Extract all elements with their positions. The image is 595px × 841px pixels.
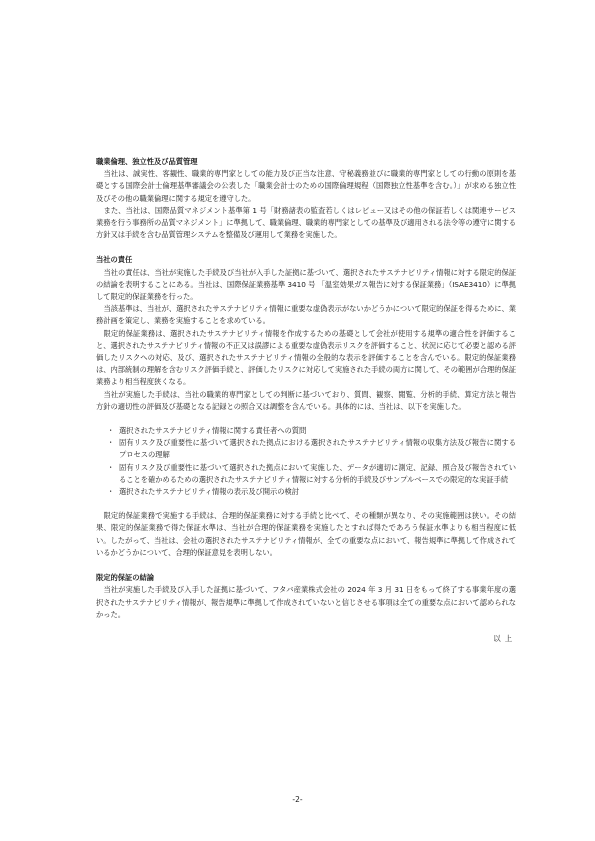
section-spacer [96, 241, 516, 254]
page-number: -2- [292, 795, 303, 804]
bullet-mark: ・ [107, 438, 115, 448]
bullet-mark: ・ [107, 487, 115, 497]
responsibility-paragraph-3: 限定的保証業務は、選択されたサステナビリティ情報を作成するための基礎として会社が使用する規準の適合性を評価すること、選択されたサステナビリティ情報の不正又は誤謬による重要な虚偽表示リスクを評価すること、状況に応じて必要と認める評価したリスクへの対応、及び、選択されたサステナビリティ情報の全般的な表示を評価することを含んでいる。限定的保証業務は、内部統制の理解を含むリスク評価手続と、評価したリスクに対応して実施された手続の両方に関して、その範囲が合理的保証業務より相当程度狭くなる。 [96, 328, 516, 387]
list-item [96, 437, 516, 461]
list-spacer-top [96, 413, 516, 425]
section-spacer [96, 559, 516, 572]
responsibility-paragraph-5: 限定的保証業務で実施する手続は、合理的保証業務に対する手続と比べて、その種類が異なり、その実施範囲は狭い。その結果、限定的保証業務で得た保証水準は、当社が合理的保証業務を実施したとすれば得たであろう保証水準よりも相当程度に低い。したがって、当社は、会社の選択されたサステナビリティ情報が、全ての重要な点において、報告規準に準拠して作成されているかどうかについて、合理的保証意見を表明しない。 [96, 511, 516, 557]
responsibility-paragraph-4: 当社が実施した手続は、当社の職業的専門家としての判断に基づいており、質問、観察、閲覧、分析的手続、算定方法と報告方針の適切性の評価及び基礎となる記録との照合又は調整を含んでいる。具体的には、当社は、以下を実施した。 [96, 389, 516, 411]
section-heading-conclusion: 限定的保証の結論 [96, 573, 154, 583]
bullet-mark: ・ [107, 426, 115, 436]
responsibility-paragraph-2: 当該基準は、当社が、選択されたサステナビリティ情報に重要な虚偽表示がないかどうかについて限定的保証を得るために、業務計画を策定し、業務を実施することを求めている。 [96, 304, 516, 326]
list-item [96, 486, 516, 498]
closing-mark: 以上 [493, 633, 516, 643]
ethics-paragraph-1: 当社は、誠実性、客観性、職業的専門家としての能力及び正当な注意、守秘義務並びに職業的専門家としての行動の原則を基礎とする国際会計士倫理基準審議会の公表した「職業会計士のための国際倫理規程（国際独立性基準を含む。）」が求める独立性及びその他の職業倫理に関する規定を遵守した。 [96, 169, 516, 203]
list-item-text: 固有リスク及び重要性に基づいて選択された拠点における選択されたサステナビリティ情報の収集方法及び報告に関するプロセスの理解 [119, 438, 516, 460]
section-heading-ethics: 職業倫理、独立性及び品質管理 [96, 157, 198, 166]
responsibility-paragraph-1: 当社の責任は、当社が実施した手続及び当社が入手した証拠に基づいて、選択されたサステナビリティ情報に対する限定的保証の結論を表明することにある。当社は、国際保証業務基準 3410 号 「温室効果ガス報告に対する保証業務」（ISAE3410）に準拠して限定的保証業務を行った。 [96, 267, 516, 302]
list-item-text: 固有リスク及び重要性に基づいて選択された拠点において実施した、データが適切に測定、記録、照合及び報告されていることを確かめるための選択されたサステナビリティ情報に対する分析的手続及びサンプルベースでの限定的な実証手続 [119, 462, 516, 484]
ethics-paragraph-2: また、当社は、国際品質マネジメント基準第 1 号「財務諸表の監査若しくはレビュー又はその他の保証若しくは関連サービス業務を行う事務所の品質マネジメント」に準拠して、職業倫理、職業的専門家としての基準及び適用される法令等の遵守に関する方針又は手続を含む品質管理システムを整備及び運用して業務を実施した。 [96, 205, 516, 240]
section-heading-responsibility: 当社の責任 [96, 255, 133, 265]
closing-spacer [96, 621, 516, 633]
list-item [96, 462, 516, 486]
list-spacer-bottom [96, 498, 516, 510]
report-body [96, 156, 516, 645]
list-item [96, 425, 516, 437]
list-item-text: 選択されたサステナビリティ情報に関する責任者への質問 [119, 426, 307, 436]
bullet-mark: ・ [107, 462, 115, 472]
procedure-list [96, 425, 516, 498]
conclusion-paragraph-1: 当社が実施した手続及び入手した証拠に基づいて、フタバ産業株式会社の 2024 年 3 月 31 日をもって終了する事業年度の選択されたサステナビリティ情報が、報告規準に準拠して作成されていないと信じさせる事項は全ての重要な点において認められなかった。 [96, 585, 516, 619]
list-item-text: 選択されたサステナビリティ情報の表示及び開示の検討 [119, 487, 300, 497]
